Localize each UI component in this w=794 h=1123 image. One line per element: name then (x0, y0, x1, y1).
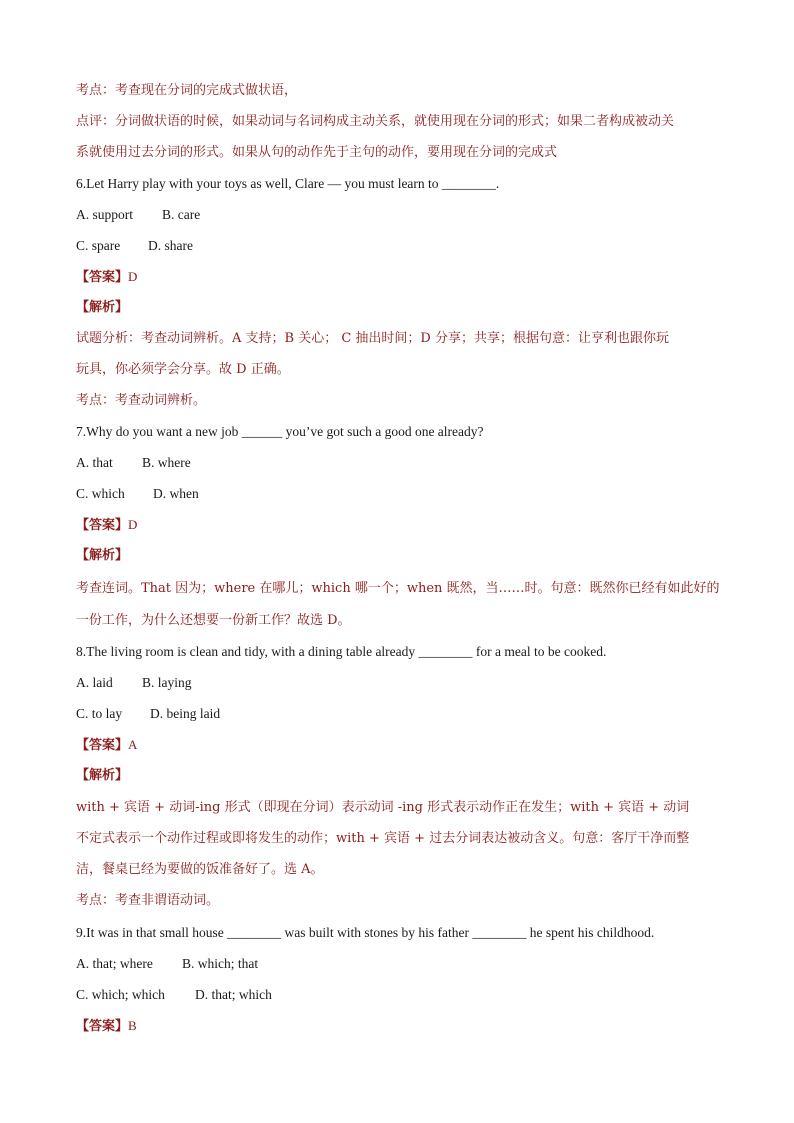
q7-explanation-line2: 一份工作，为什么还想要一份新工作？故选 D。 (76, 613, 351, 628)
note-kaodian: 考点：考查现在分词的完成式做状语， (76, 83, 298, 98)
q8-explanation-line3: 洁，餐桌已经为要做的饭准备好了。选 A。 (76, 862, 324, 877)
q6-option-c: C. spare (76, 238, 121, 253)
answer-tag: 【答案】 (76, 518, 129, 533)
q8-option-row1 (76, 674, 192, 692)
q6-option-row1 (76, 206, 201, 224)
q9-option-a: A. that; where (76, 956, 153, 971)
question-7: 7.Why do you want a new job ______ you’ve got such a good one already? (76, 424, 484, 439)
q8-option-c: C. to lay (76, 706, 123, 721)
q6-kaodian: 考点：考查动词辨析。 (76, 393, 207, 408)
q6-option-b: B. care (162, 207, 201, 222)
q6-explanation-line1: 试题分析：考查动词辨析。A 支持；B 关心； C 抽出时间；D 分享；共享；根据句意：让亨利也跟你玩 (76, 331, 669, 346)
note-pingyu-line2: 系就使用过去分词的形式。如果从句的动作先于主句的动作，要用现在分词的完成式 (76, 145, 558, 160)
q8-option-b: B. laying (142, 675, 192, 690)
q9-answer (76, 1017, 137, 1036)
q8-option-a: A. laid (76, 675, 113, 690)
q8-explanation-line2: 不定式表示一个动作过程或即将发生的动作；with + 宾语 + 过去分词表达被动含义。句意：客厅干净而整 (76, 831, 690, 846)
q7-option-row1 (76, 454, 191, 472)
question-9: 9.It was in that small house ________ was built with stones by his father ________ he spent his childhood. (76, 925, 655, 940)
q8-option-row2 (76, 705, 221, 723)
q9-option-b: B. which; that (182, 956, 259, 971)
question-6: 6.Let Harry play with your toys as well, Clare — you must learn to ________. (76, 176, 500, 191)
q8-explanation-tag: 【解析】 (76, 768, 129, 783)
q9-option-c: C. which; which (76, 987, 165, 1002)
q7-option-row2 (76, 485, 199, 503)
q6-explanation-line2: 玩具，你必须学会分享。故 D 正确。 (76, 362, 290, 377)
answer-value: D (128, 517, 138, 532)
q8-kaodian: 考点：考查非谓语动词。 (76, 893, 220, 908)
answer-value: D (128, 269, 138, 284)
q8-answer (76, 736, 137, 755)
question-8: 8.The living room is clean and tidy, with a dining table already ________ for a meal to be cooked. (76, 644, 607, 659)
q7-option-d: D. when (153, 486, 199, 501)
q8-option-d: D. being laid (150, 706, 221, 721)
q7-option-a: A. that (76, 455, 113, 470)
q7-option-c: C. which (76, 486, 125, 501)
note-pingyu-line1: 点评：分词做状语的时候，如果动词与名词构成主动关系，就使用现在分词的形式；如果二者构成被动关 (76, 114, 675, 129)
answer-value: B (128, 1018, 137, 1033)
answer-tag: 【答案】 (76, 1019, 129, 1034)
q7-explanation-tag: 【解析】 (76, 548, 129, 563)
answer-tag: 【答案】 (76, 270, 129, 285)
q9-option-row2 (76, 986, 272, 1004)
q6-answer (76, 268, 137, 287)
q6-option-a: A. support (76, 207, 133, 222)
q6-option-row2 (76, 237, 193, 255)
q8-explanation-line1: with + 宾语 + 动词-ing 形式（即现在分词）表示动词 -ing 形式表示动作正在发生；with + 宾语 + 动词 (76, 800, 690, 815)
q6-option-d: D. share (148, 238, 193, 253)
q9-option-d: D. that; which (195, 987, 272, 1002)
answer-value: A (128, 737, 138, 752)
q6-explanation-tag: 【解析】 (76, 300, 129, 315)
q9-option-row1 (76, 955, 259, 973)
q7-answer (76, 516, 137, 535)
q7-explanation-line1: 考查连词。That 因为；where 在哪儿；which 哪一个；when 既然，当……时。句意：既然你已经有如此好的 (76, 581, 720, 596)
q7-option-b: B. where (142, 455, 191, 470)
answer-tag: 【答案】 (76, 738, 129, 753)
